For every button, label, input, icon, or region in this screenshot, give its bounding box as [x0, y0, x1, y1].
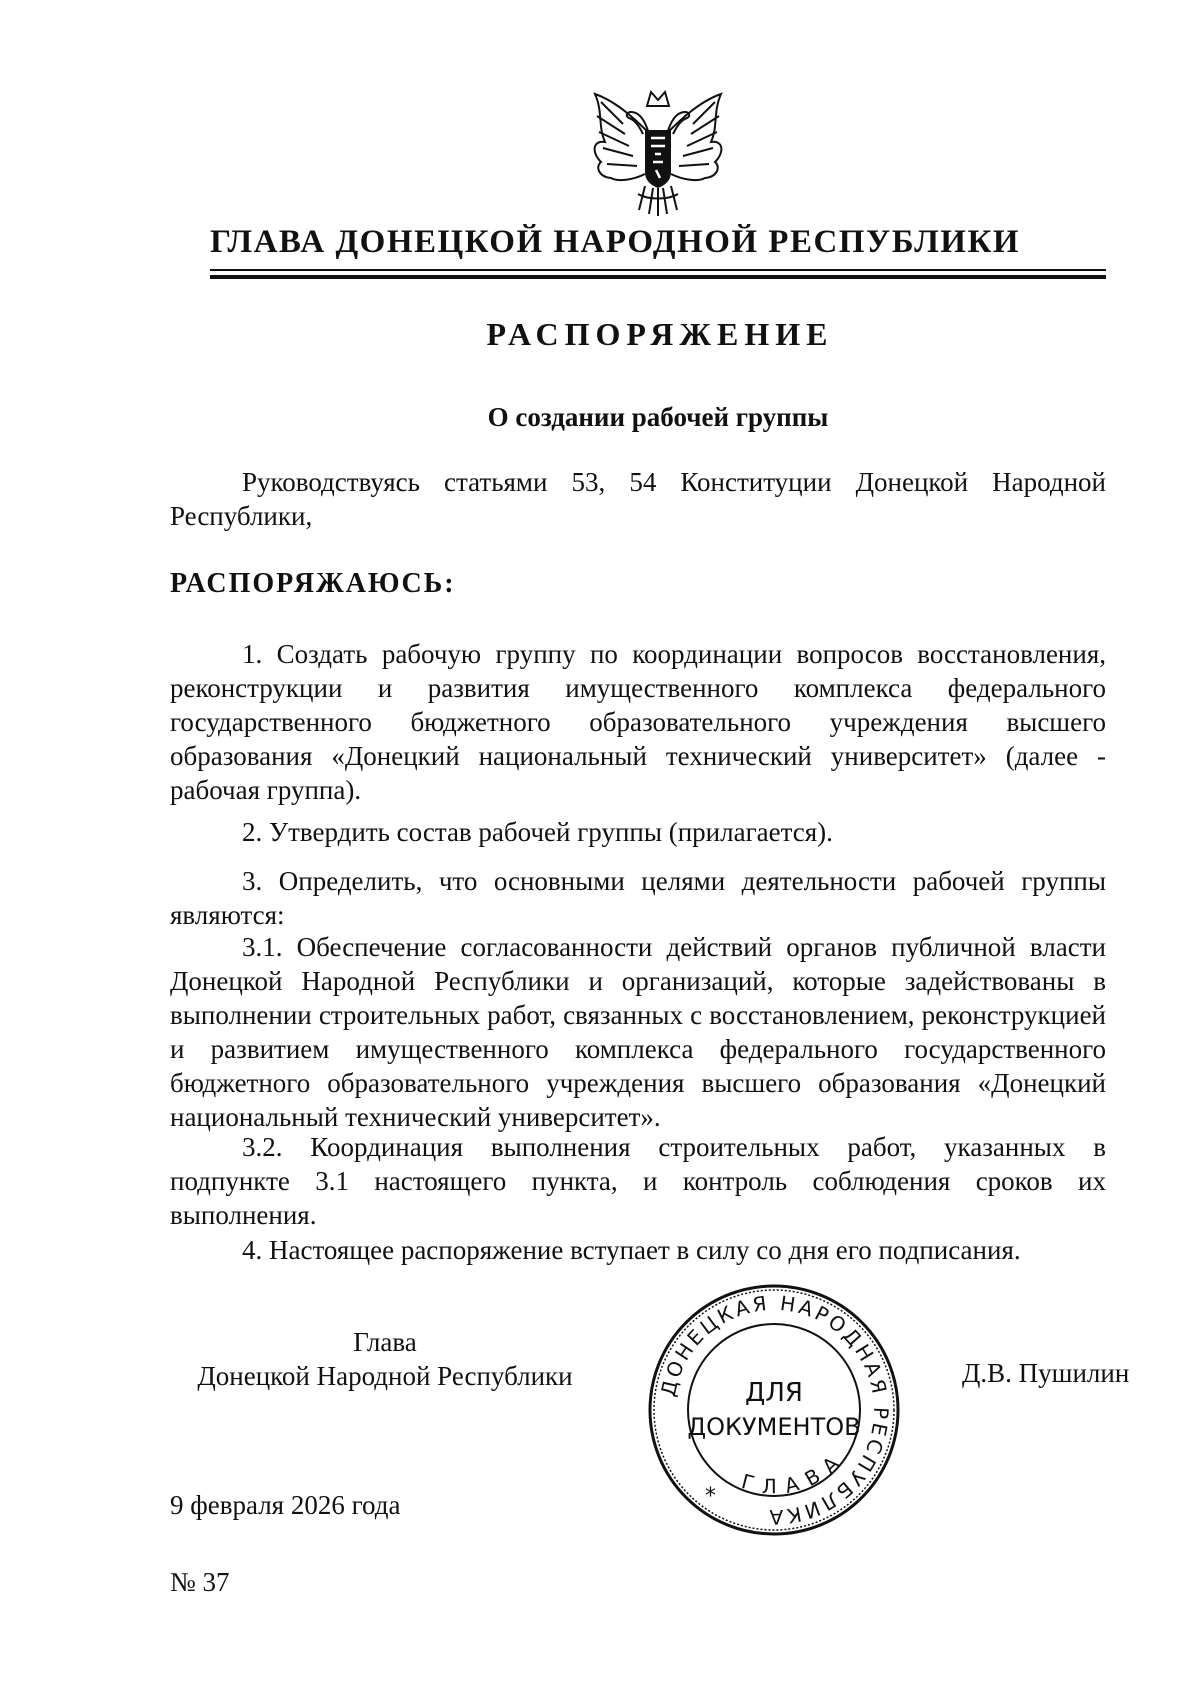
header-rule-thick: [210, 275, 1106, 279]
item-3: 3. Определить, что основными целями деятельности рабочей группы являются:: [170, 866, 1106, 930]
seal-center-line1: ДЛЯ: [745, 1378, 803, 1408]
eagle-coat-of-arms-icon: [583, 82, 733, 222]
signatory-name: Д.В. Пушилин: [962, 1358, 1130, 1388]
item-2: 2. Утвердить состав рабочей группы (прилагается).: [242, 817, 833, 847]
document-date: 9 февраля 2026 года: [170, 1490, 401, 1520]
document-type: РАСПОРЯЖЕНИЕ: [486, 316, 834, 352]
seal-center-line2: ДОКУМЕНТОВ: [687, 1413, 861, 1441]
seal-bottom-text: ГЛАВА: [738, 1444, 851, 1499]
seal-ring-text: ДОНЕЦКАЯ НАРОДНАЯ РЕСПУБЛИКА: [655, 1290, 894, 1530]
order-word: РАСПОРЯЖАЮСЬ:: [170, 568, 456, 599]
official-seal: [647, 1283, 901, 1537]
header-rule-thin: [210, 269, 1106, 271]
document-subject: О создании рабочей группы: [487, 402, 829, 432]
signatory-title-line2: Донецкой Народной Республики: [197, 1361, 573, 1391]
item-3-1: 3.1. Обеспечение согласованности действий органов публичной власти Донецкой Народной Республики и организаций, которые задействованы в выполнении строительных работ, связанных с восстановлением, реконструкцией и развитием имущественного комплекса федерального государственного бюджетного образовательного учреждения высшего образования «Донецкий национальный технический университет».: [170, 932, 1106, 1132]
document-number: № 37: [170, 1567, 230, 1597]
issuing-authority: ГЛАВА ДОНЕЦКОЙ НАРОДНОЙ РЕСПУБЛИКИ: [210, 224, 1021, 260]
preamble: Руководствуясь статьями 53, 54 Конституции Донецкой Народной Республики,: [170, 467, 1106, 531]
item-3-2: 3.2. Координация выполнения строительных работ, указанных в подпункте 3.1 настоящего пункта, и контроль соблюдения сроков их выполнения.: [170, 1132, 1106, 1230]
item-1: 1. Создать рабочую группу по координации вопросов восстановления, реконструкции и развития имущественного комплекса федерального государственного бюджетного образовательного учреждения высшего образования «Донецкий национальный технический университет» (далее - рабочая группа).: [170, 639, 1106, 805]
item-4: 4. Настоящее распоряжение вступает в силу со дня его подписания.: [242, 1235, 1021, 1265]
seal-star: *: [705, 1484, 716, 1509]
signatory-title-line1: Глава: [353, 1327, 417, 1357]
